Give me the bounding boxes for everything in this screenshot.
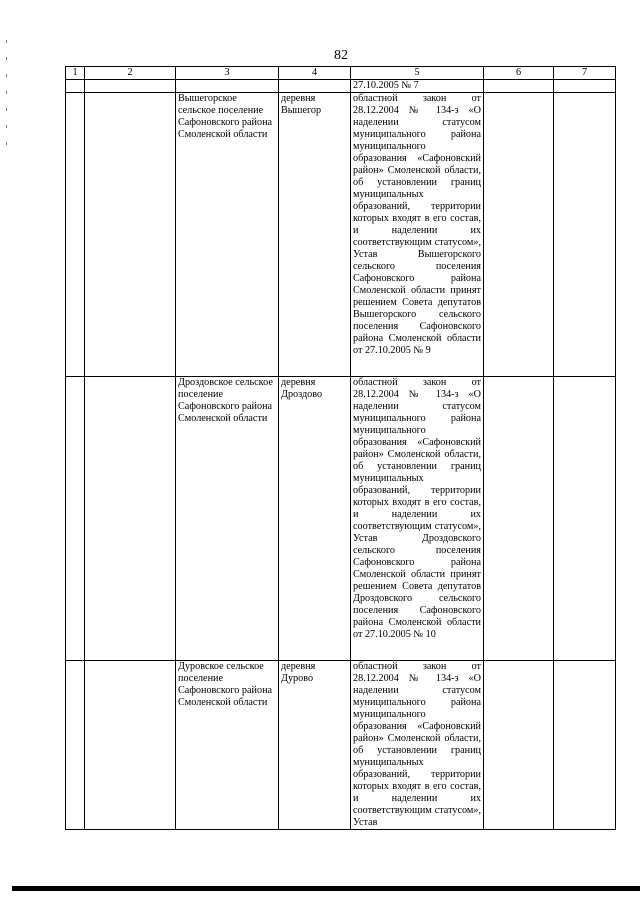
register-table bbox=[65, 66, 616, 830]
table-row bbox=[66, 93, 616, 377]
table-row bbox=[66, 661, 616, 830]
column-header-6: 6 bbox=[484, 67, 554, 80]
header-row bbox=[66, 67, 616, 80]
column-header-7: 7 bbox=[554, 67, 616, 80]
page-number: 82 bbox=[334, 48, 348, 63]
legal-basis-cell: областной закон от 28.12.2004 № 134-з «О наделении статусом муниципального района муниципального образования «Сафоновский район» Смоленской области, об установлении границ муниципальных образований, территории которых входят в его состав, и наделении их соответствующим статусом», Устав Вышегорского сельского поселения Сафоновского района Смоленской области принят решением Совета депутатов Вышегорского сельского поселения Сафоновского района Смоленской области от 27.10.2005 № 9 bbox=[351, 93, 484, 377]
column-header-1: 1 bbox=[66, 67, 85, 80]
center-cell: деревня Дурово bbox=[279, 661, 351, 830]
column-header-3: 3 bbox=[176, 67, 279, 80]
center-cell: деревня Дроздово bbox=[279, 377, 351, 661]
center-cell: деревня Вышегор bbox=[279, 93, 351, 377]
table-row bbox=[66, 377, 616, 661]
legal-basis-cell: областной закон от 28.12.2004 № 134-з «О наделении статусом муниципального района муниципального образования «Сафоновский район» Смоленской области, об установлении границ муниципальных образований, территории которых входят в его состав, и наделении их соответствующим статусом», Устав bbox=[351, 661, 484, 830]
continuation-cell: 27.10.2005 № 7 bbox=[351, 80, 484, 93]
column-header-2: 2 bbox=[85, 67, 176, 80]
column-header-5: 5 bbox=[351, 67, 484, 80]
settlement-cell: Вышегорское сельское поселение Сафоновского района Смоленской области bbox=[176, 93, 279, 377]
footer-rule bbox=[12, 886, 640, 891]
continuation-row bbox=[66, 80, 616, 93]
settlement-cell: Дроздовское сельское поселение Сафоновского района Смоленской области bbox=[176, 377, 279, 661]
column-header-4: 4 bbox=[279, 67, 351, 80]
settlement-cell: Дуровское сельское поселение Сафоновского района Смоленской области bbox=[176, 661, 279, 830]
legal-basis-cell: областной закон от 28.12.2004 № 134-з «О наделении статусом муниципального района муниципального образования «Сафоновский район» Смоленской области, об установлении границ муниципальных образований, территории которых входят в его состав, и наделении их соответствующим статусом», Устав Дроздовского сельского поселения Сафоновского района Смоленской области принят решением Совета депутатов Дроздовского сельского поселения Сафоновского района Смоленской области от 27.10.2005 № 10 bbox=[351, 377, 484, 661]
